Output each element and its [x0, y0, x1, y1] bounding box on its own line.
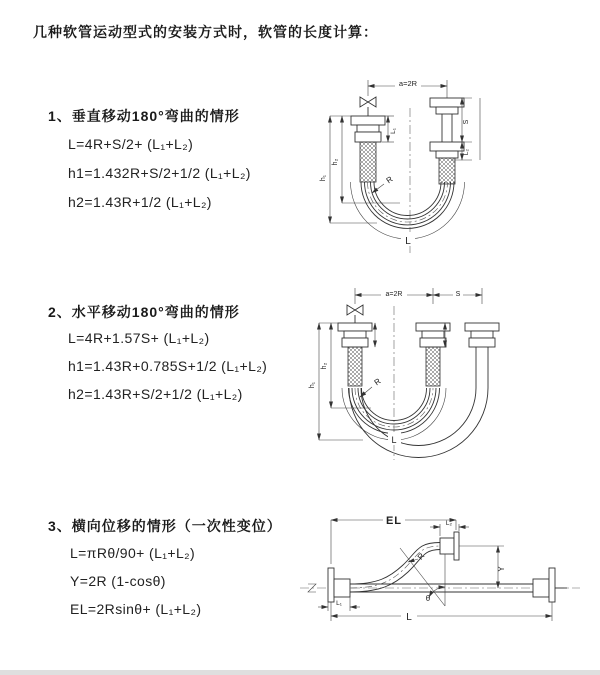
- diagram-horizontal-180-bend: [305, 280, 600, 465]
- section-3-formula-EL: EL=2Rsinθ+ (L₁+L₂): [70, 601, 202, 617]
- dim-label-h1: h₁: [309, 381, 316, 389]
- page-title: 几种软管运动型式的安装方式时，软管的长度计算：: [33, 24, 378, 40]
- dim-label-stroke: S: [463, 119, 470, 125]
- dim-label-radius: R: [384, 174, 395, 186]
- dim-label-span: a=2R: [398, 79, 418, 88]
- dim-label-l1: L₁: [390, 128, 397, 134]
- section-3-formula-Y: Y=2R (1-cosθ): [70, 573, 166, 589]
- right-fitting: [430, 98, 464, 184]
- dim-label-h2: h₂: [332, 158, 339, 166]
- diagram-vertical-180-bend: [310, 70, 600, 260]
- dim-label-span: a=2R: [385, 291, 403, 298]
- section-1-formula-h2: h2=1.43R+1/2 (L₁+L₂): [68, 194, 212, 210]
- dim-label-length: L: [406, 612, 412, 623]
- dim-label-theta: θ: [425, 594, 431, 603]
- dim-label-length: L: [391, 435, 397, 445]
- section-2-formula-h1: h1=1.43R+0.785S+1/2 (L₁+L₂): [68, 358, 268, 374]
- right-fitting-original: [533, 568, 567, 602]
- upper-right-fitting: [440, 532, 459, 560]
- left-fitting: [338, 323, 372, 386]
- dim-label-y: Y: [497, 566, 506, 572]
- section-2-formula-L: L=4R+1.57S+ (L₁+L₂): [68, 330, 210, 346]
- hose-displaced-position: [350, 543, 440, 593]
- dim-label-l2: L₂: [445, 520, 453, 527]
- section-3-formula-L: L=πRθ/90+ (L₁+L₂): [70, 545, 196, 561]
- right-fitting: [465, 323, 499, 347]
- diagram-lateral-displacement: [295, 500, 600, 645]
- dim-label-stroke: S: [455, 291, 461, 298]
- section-2-heading: 2、水平移动180°弯曲的情形: [48, 304, 240, 320]
- section-1-formula-h1: h1=1.432R+S/2+1/2 (L₁+L₂): [68, 165, 251, 181]
- hose-position-2: [349, 347, 488, 458]
- dim-label-radius: R: [372, 376, 383, 388]
- dim-label-h1: h₁: [320, 174, 327, 182]
- dim-label-l1: L₁: [336, 600, 342, 607]
- left-fitting: [351, 116, 385, 182]
- hose-u-bend: [351, 182, 465, 239]
- section-1-heading: 1、垂直移动180°弯曲的情形: [48, 108, 240, 124]
- section-3-heading: 3、横向位移的情形（一次性变位）: [48, 518, 282, 534]
- dim-label-length: L: [405, 236, 411, 247]
- valve-icon: [360, 97, 376, 116]
- dim-label-radius: R: [415, 551, 427, 562]
- section-1-formula-L: L=4R+S/2+ (L₁+L₂): [68, 136, 194, 152]
- left-fitting: [328, 568, 350, 602]
- page-edge: [0, 670, 600, 675]
- axis-break-mark: [308, 584, 316, 592]
- dim-label-h2: h₂: [321, 362, 328, 370]
- dim-label-el: EL: [385, 515, 403, 527]
- valve-icon: [347, 305, 363, 323]
- section-2-formula-h2: h2=1.43R+S/2+1/2 (L₁+L₂): [68, 386, 243, 402]
- dim-label-l2: L₂: [463, 148, 470, 156]
